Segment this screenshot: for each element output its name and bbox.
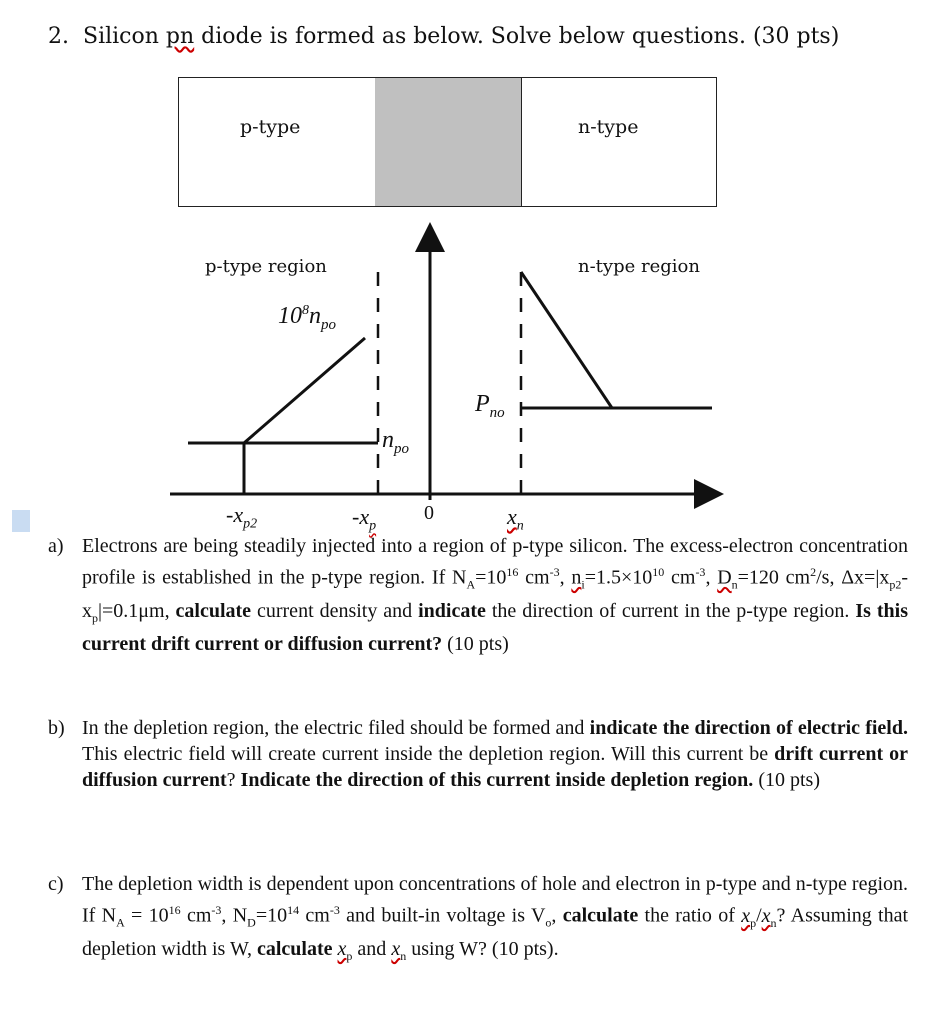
part-a-label: a) <box>48 535 64 557</box>
part-b-label: b) <box>48 717 65 739</box>
axis-label-xp: $-x_p$ <box>352 504 377 534</box>
part-a <box>48 533 908 657</box>
axis-label-zero: 0 <box>424 502 434 524</box>
p-region-label: p-type region <box>205 256 327 277</box>
label-10-8-npo: $10^8n_{po}$ <box>278 303 336 333</box>
selection-marker <box>12 510 30 532</box>
part-c-label: c) <box>48 873 64 895</box>
axis-label-xn: $x_n$ <box>507 504 524 534</box>
hole-profile-line <box>521 272 612 408</box>
part-b <box>48 715 908 793</box>
part-c <box>48 871 908 969</box>
part-c-text: The depletion width is dependent upon concentrations of hole and electron in p-type and n-type region. If $N_A = 10^{16}$ $cm^{-3}$, $N_D=10^{14}$ $cm^{-3}$ and built-in voltage is $V_o$, calculate the ratio of $x_p/x_n$? Assuming that depletion width is W, calculate $x_p$ and $x_n$ using W? (10 pts). <box>82 873 909 963</box>
question-number: 2. <box>48 24 69 49</box>
n-region-label: n-type region <box>578 256 700 277</box>
part-b-text: In the depletion region, the electric filed should be formed and indicate the direction of electric field. This electric field will create current inside the depletion region. Will this current be drift current or diffusion current? Indicate the direction of this current inside depletion region. (10 pts) <box>82 717 908 791</box>
axis-label-xp2: $-x_{p2}$ <box>226 502 258 532</box>
spellcheck-word: pn <box>165 24 195 49</box>
label-pno: $P_{no}$ <box>475 391 505 421</box>
n-type-label: n-type <box>578 116 639 138</box>
p-type-label: p-type <box>240 116 301 138</box>
question-header: 2. Silicon pn diode is formed as below. Solve below questions. (30 pts) <box>48 24 840 49</box>
part-a-text: Electrons are being steadily injected into a region of p-type silicon. The excess-electron concentration profile is established in the p-type region. If $N_A=10^{16}$ $cm^{-3}$, $n_i=1.5\times 10^{10}$ $cm^{-3}$, $D_n=120$ $cm^2/s$, $\Delta x=|x_{p2}-x_p|=0.1\mu m$, calculate current density and indicate the direction of current in the p-type region. Is this current drift current or diffusion current? (10 pts) <box>82 535 909 655</box>
label-npo: $n_{po}$ <box>382 427 409 457</box>
electron-profile-line <box>244 338 365 443</box>
